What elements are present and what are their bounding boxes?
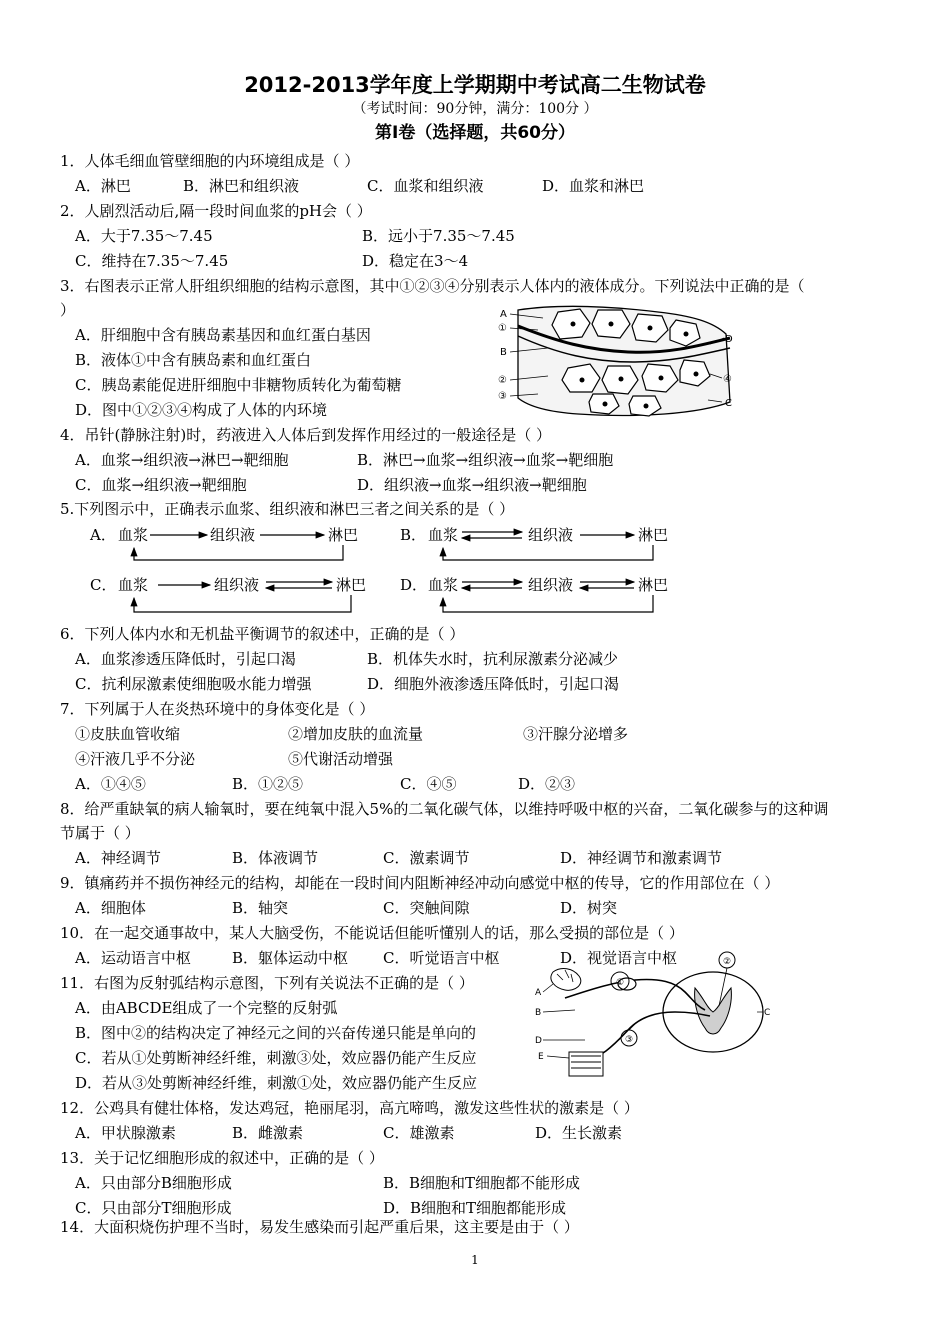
q5-b-letter: B． xyxy=(400,526,427,544)
q5-c-plasma: 血浆 xyxy=(118,576,149,594)
section-heading: 第Ⅰ卷（选择题，共60分） xyxy=(375,123,575,143)
q4-option-c: C．血浆→组织液→靶细胞 xyxy=(75,476,247,494)
q12-stem: 12．公鸡具有健壮体格，发达鸡冠，艳丽尾羽，高亢啼鸣，激发这些性状的激素是（ ） xyxy=(60,1099,639,1117)
q4-option-b: B．淋巴→血浆→组织液→血浆→靶细胞 xyxy=(357,451,614,469)
q4-stem: 4．吊针(静脉注射)时，药液进入人体后到发挥作用经过的一般途径是（ ） xyxy=(60,426,552,444)
q8-option-b: B．体液调节 xyxy=(232,849,319,867)
q3-fig-label-4: ④ xyxy=(723,374,732,385)
q10-option-a: A．运动语言中枢 xyxy=(75,949,191,967)
q10-option-b: B．躯体运动中枢 xyxy=(232,949,349,967)
q5-c-tissue: 组织液 xyxy=(214,576,260,594)
q5-c-letter: C． xyxy=(90,576,117,594)
q1-option-c: C．血浆和组织液 xyxy=(367,177,484,195)
q9-stem: 9．镇痛药并不损伤神经元的结构，却能在一段时间内阻断神经冲动向感觉中枢的传导，它的作用部位在（ ） xyxy=(60,874,780,892)
q12-option-c: C．雄激素 xyxy=(383,1124,455,1142)
q6-stem: 6．下列人体内水和无机盐平衡调节的叙述中，正确的是（ ） xyxy=(60,625,465,643)
q9-option-a: A．细胞体 xyxy=(75,899,146,917)
q6-option-b: B．机体失水时，抗利尿激素分泌减少 xyxy=(367,650,619,668)
q7-option-c: C．④⑤ xyxy=(400,775,457,793)
q7-item-5: ⑤代谢活动增强 xyxy=(288,750,394,768)
q5-d-plasma: 血浆 xyxy=(428,576,459,594)
q8-stem-continued: 节属于（ ） xyxy=(60,824,140,842)
q8-option-a: A．神经调节 xyxy=(75,849,161,867)
q5-a-letter: A． xyxy=(90,526,116,544)
q9-option-c: C．突触间隙 xyxy=(383,899,470,917)
q11-fig-label-e: E xyxy=(538,1052,544,1062)
q14-stem: 14．大面积烧伤护理不当时，易发生感染而引起严重后果，这主要是由于（ ） xyxy=(60,1218,579,1236)
q3-fig-label-1: ① xyxy=(498,323,507,334)
q12-option-b: B．雌激素 xyxy=(232,1124,304,1142)
q9-option-d: D．树突 xyxy=(560,899,618,917)
q3-option-c: C．胰岛素能促进肝细胞中非糖物质转化为葡萄糖 xyxy=(75,376,402,394)
q5-arrow-diagrams xyxy=(0,0,950,640)
reflex-arc-figure xyxy=(535,948,770,1083)
exam-subtitle: （考试时间：90分钟，满分：100分 ） xyxy=(352,101,598,117)
q2-stem: 2．人剧烈活动后,隔一段时间血浆的pH会（ ） xyxy=(60,202,372,220)
q5-d-tissue: 组织液 xyxy=(528,576,574,594)
q8-stem: 8．给严重缺氧的病人输氧时，要在纯氧中混入5%的二氧化碳气体，以维持呼吸中枢的兴奋，二氧化碳参与的这种调 xyxy=(60,800,829,818)
q3-option-d: D．图中①②③④构成了人体的内环境 xyxy=(75,401,328,419)
q1-option-d: D．血浆和淋巴 xyxy=(542,177,645,195)
q11-option-a: A．由ABCDE组成了一个完整的反射弧 xyxy=(75,999,338,1017)
q10-stem: 10．在一起交通事故中，某人大脑受伤，不能说话但能听懂别人的话，那么受损的部位是（ ） xyxy=(60,924,684,942)
q5-b-lymph: 淋巴 xyxy=(638,526,669,544)
q4-option-d: D．组织液→血浆→组织液→靶细胞 xyxy=(357,476,587,494)
q7-item-3: ③汗腺分泌增多 xyxy=(523,725,629,743)
q5-a-plasma: 血浆 xyxy=(118,526,149,544)
q11-fig-label-2: ② xyxy=(723,957,732,967)
q7-item-4: ④汗液几乎不分泌 xyxy=(75,750,196,768)
q11-fig-label-c: C xyxy=(764,1008,771,1018)
q13-option-a: A．只由部分B细胞形成 xyxy=(75,1174,232,1192)
q13-stem: 13．关于记忆细胞形成的叙述中，正确的是（ ） xyxy=(60,1149,384,1167)
q3-stem-continued: ） xyxy=(60,301,76,319)
q11-fig-label-d: D xyxy=(535,1036,542,1046)
q8-option-d: D．神经调节和激素调节 xyxy=(560,849,723,867)
q1-stem: 1．人体毛细血管壁细胞的内环境组成是（ ） xyxy=(60,152,360,170)
q11-fig-label-a: A xyxy=(535,988,542,998)
q7-item-1: ①皮肤血管收缩 xyxy=(75,725,181,743)
q9-option-b: B．轴突 xyxy=(232,899,289,917)
q2-option-b: B．远小于7.35～7.45 xyxy=(362,227,515,245)
q1-option-b: B．淋巴和组织液 xyxy=(183,177,300,195)
q1-option-a: A．淋巴 xyxy=(75,177,131,195)
q7-option-a: A．①④⑤ xyxy=(75,775,146,793)
q3-stem: 3．右图表示正常人肝组织细胞的结构示意图，其中①②③④分别表示人体内的液体成分。下列说法中正确的是（ xyxy=(60,277,805,295)
q11-stem: 11．右图为反射弧结构示意图，下列有关说法不正确的是（ ） xyxy=(60,974,474,992)
exam-title: 2012-2013学年度上学期期中考试高二生物试卷 xyxy=(244,73,706,97)
q7-stem: 7．下列属于人在炎热环境中的身体变化是（ ） xyxy=(60,700,375,718)
q5-a-lymph: 淋巴 xyxy=(328,526,359,544)
q2-option-a: A．大于7.35～7.45 xyxy=(75,227,213,245)
q3-fig-label-2: ② xyxy=(498,375,507,386)
page-number: 1 xyxy=(471,1253,479,1267)
q7-option-d: D．②③ xyxy=(518,775,576,793)
q8-option-c: C．激素调节 xyxy=(383,849,470,867)
q5-d-lymph: 淋巴 xyxy=(638,576,669,594)
q3-fig-label-c: C xyxy=(725,398,732,409)
q2-option-d: D．稳定在3～4 xyxy=(362,252,469,270)
q2-option-c: C．维持在7.35～7.45 xyxy=(75,252,229,270)
q3-fig-label-a: A xyxy=(500,309,507,320)
q4-option-a: A．血浆→组织液→淋巴→靶细胞 xyxy=(75,451,289,469)
q5-b-tissue: 组织液 xyxy=(528,526,574,544)
q5-c-lymph: 淋巴 xyxy=(336,576,367,594)
q5-stem: 5.下列图示中，正确表示血浆、组织液和淋巴三者之间关系的是（ ） xyxy=(60,500,515,518)
q12-option-a: A．甲状腺激素 xyxy=(75,1124,176,1142)
q6-option-a: A．血浆渗透压降低时，引起口渴 xyxy=(75,650,296,668)
q11-option-c: C．若从①处剪断神经纤维，刺激③处，效应器仍能产生反应 xyxy=(75,1049,477,1067)
q5-a-tissue: 组织液 xyxy=(210,526,256,544)
q11-fig-label-b: B xyxy=(535,1008,542,1018)
q12-option-d: D．生长激素 xyxy=(535,1124,623,1142)
q10-option-c: C．听觉语言中枢 xyxy=(383,949,500,967)
q6-option-c: C．抗利尿激素使细胞吸水能力增强 xyxy=(75,675,312,693)
q10-option-d: D．视觉语言中枢 xyxy=(560,949,678,967)
q7-item-2: ②增加皮肤的血流量 xyxy=(288,725,424,743)
q11-fig-label-3: ③ xyxy=(625,1035,634,1045)
q3-fig-label-d: D xyxy=(725,334,733,345)
q13-option-d: D．B细胞和T细胞都能形成 xyxy=(383,1199,567,1217)
q5-b-plasma: 血浆 xyxy=(428,526,459,544)
q5-d-letter: D． xyxy=(400,576,428,594)
q11-option-b: B．图中②的结构决定了神经元之间的兴奋传递只能是单向的 xyxy=(75,1024,477,1042)
q13-option-c: C．只由部分T细胞形成 xyxy=(75,1199,232,1217)
q11-option-d: D．若从③处剪断神经纤维，刺激①处，效应器仍能产生反应 xyxy=(75,1074,478,1092)
q11-fig-label-1: ① xyxy=(616,978,625,988)
q13-option-b: B．B细胞和T细胞都不能形成 xyxy=(383,1174,581,1192)
q3-option-a: A．肝细胞中含有胰岛素基因和血红蛋白基因 xyxy=(75,326,371,344)
q6-option-d: D．细胞外液渗透压降低时，引起口渴 xyxy=(367,675,620,693)
q7-option-b: B．①②⑤ xyxy=(232,775,304,793)
q3-option-b: B．液体①中含有胰岛素和血红蛋白 xyxy=(75,351,312,369)
q3-fig-label-b: B xyxy=(500,347,507,358)
q3-fig-label-3: ③ xyxy=(498,391,507,402)
